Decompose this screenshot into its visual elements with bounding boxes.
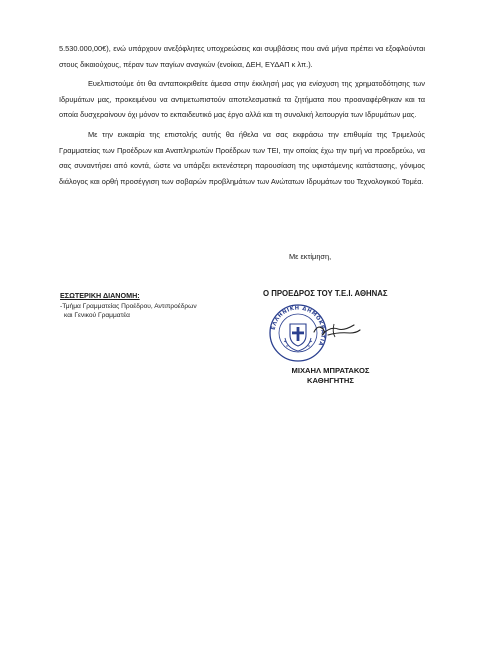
signatory-title: Ο ΠΡΟΕΔΡΟΣ ΤΟΥ Τ.Ε.Ι. ΑΘΗΝΑΣ — [263, 289, 388, 298]
paragraph-3: Με την ευκαιρία της επιστολής αυτής θα ήθελα να σας εκφράσω την επιθυμία της Τριμελούς Γραμματείας των Προέδρων και Αναπληρωτών Προέδρων των ΤΕΙ, την οποίας έχω την τιμή να προεδρεύω, να σας συναντήσει από κοντά, ώστε να υπάρξει εκτενέστερη παρουσίαση της υφιστάμενης κατάστασης, γόνιμος διάλογος και ορθή προσέγγιση των σοβαρών προβλημάτων των Ανώτατων Ιδρυμάτων του Τεχνολογικού Τομέα. — [59, 129, 425, 186]
stamp-seal — [270, 305, 326, 361]
signatory-position: ΚΑΘΗΓΗΤΗΣ — [307, 376, 354, 385]
signatory-name: ΜΙΧΑΗΛ ΜΠΡΑΤΑΚΟΣ — [291, 366, 370, 375]
closing-salutation: Με εκτίμηση, — [289, 252, 332, 261]
stamp-text: ΕΛΛΗΝΙΚΗ ΔΗΜΟΚΡΑΤΙΑ — [270, 305, 326, 347]
paragraph-2: Ευελπιστούμε ότι θα ανταποκριθείτε άμεσα στην έκκλησή μας για ενίσχυση της χρηματοδότησης των Ιδρυμάτων μας, προκειμένου να αντιμετωπιστούν αποτελεσματικά τα ζητήματα που προαναφέρθηκαν και τα οποία δυσχεραίνουν όχι μόνον το εκπαιδευτικό μας έργο αλλά και τη συνολική λειτουργία των Ιδρυμάτων μας. — [59, 79, 425, 120]
signatory-block — [273, 366, 388, 386]
distribution-line-2: και Γενικού Γραμματέα — [64, 312, 130, 319]
distribution-title: ΕΣΩΤΕΡΙΚΗ ΔΙΑΝΟΜΗ: — [60, 291, 140, 300]
coat-of-arms-icon — [284, 324, 312, 351]
letter-body — [59, 41, 425, 193]
official-stamp-and-signature — [268, 302, 364, 364]
distribution-line-1: -Τμήμα Γραμματείας Προέδρου, Αντιπροέδρων — [60, 303, 197, 310]
internal-distribution — [60, 291, 260, 320]
paragraph-1: 5.530.000,00€), ενώ υπάρχουν ανεξόφλητες υποχρεώσεις και συμβάσεις που ανά μήνα πρέπει να εξοφλούνται στους δικαιούχους, πέραν των παγίων αναγκών (ενοίκια, ΔΕΗ, ΕΥΔΑΠ κ λπ.). — [59, 44, 425, 69]
